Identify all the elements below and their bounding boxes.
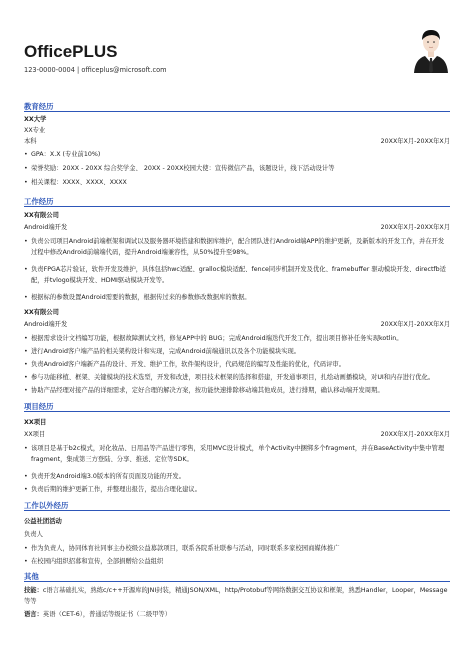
section-title-other: 其他 <box>24 572 39 581</box>
language-line <box>24 609 450 620</box>
job-dates: 20XX年X月-20XX年X月 <box>380 321 450 328</box>
section-divider <box>24 411 450 412</box>
language-label: 语言： <box>24 611 43 618</box>
job-row <box>24 319 450 330</box>
project-name: XX项目 <box>24 419 47 426</box>
list-item: • 该项目是基于b2c模式，对化妆品、日用品等产品进行零售，采用MVC设计模式，单个Activity中捆绑多个fragment，并在BaseActivity中集中管理fragment，集成第三方登陆、分享、推送、定位等SDK。 <box>24 445 445 463</box>
list-item: • 相关课程：XXXX、XXXX、XXXX <box>24 179 127 186</box>
language-text: 英语（CET-6），普通话等级证书（二级甲等） <box>42 611 172 618</box>
list-item: • 参与功能移植、框架、关键模块的技术选型，开发和改进，项目技术框架的选择和搭建，开发通事项目，扎绘动画播模块，对UI和内存进行优化。 <box>24 374 435 381</box>
list-item: • 协助产品经理对接产品的详细需求，定好合理的解决方案，按功能快速排除移动端其他成员，进行排期，确认移动端开发周期。 <box>24 387 384 394</box>
activity-role: 负责人 <box>24 531 43 538</box>
list-item: • 在校园内组织招募和宣传，全部捐赠给公益组织 <box>24 558 164 565</box>
project-subtitle: XX项目 <box>24 431 46 438</box>
candidate-name: OfficePLUS <box>24 42 118 61</box>
job-row <box>24 222 450 233</box>
section-title-campus: 工作以外经历 <box>24 501 69 510</box>
list-item: • 负责FPGA芯片验证，软件开发及维护，具体包括hwc适配、gralloc模块适配、fence同步机制开发及优化、framebuffer 驱动模块开发、directfb适配，并tvlogo模块开发、HDMI驱动模块开发等。 <box>24 266 446 284</box>
skills-line <box>24 585 450 607</box>
list-item: • 根据标的参数设置Android需要的数据，根据传过来的参数修改数据库的数据。 <box>24 294 251 301</box>
project-row <box>24 429 450 440</box>
section-divider <box>24 111 450 112</box>
section-title-education: 教育经历 <box>24 102 54 111</box>
list-item: • 负责后期的维护更新工作，并整理出报告，提出合理化建议。 <box>24 486 202 493</box>
list-item: • 作为负责人，协同体育社同事主办校级公益募款项目，联系各院系社联参与活动，同时联系多家校园商媒体推广 <box>24 545 340 552</box>
company-name: XX有限公司 <box>24 309 59 316</box>
section-divider <box>24 206 450 207</box>
education-dates: 20XX年X月-20XX年X月 <box>380 138 450 145</box>
project-dates: 20XX年X月-20XX年X月 <box>380 431 450 438</box>
list-item: • 负责公司项目Android前端框架和调试以及服务器环境搭建和数据库维护，配合团队进行Android端APP的维护更新，及新版本的开发工作，并在开发过程中修改Android前端端代码，提升Android端兼容性，从50%提升至98%。 <box>24 238 445 256</box>
degree: 本科 <box>24 138 37 145</box>
profile-photo <box>412 23 450 73</box>
job-role: Android端开发 <box>24 224 68 231</box>
list-item: • 进行Android客户端产品的相关架构设计和实现，完成Android前端通讯以及各个功能模块实现。 <box>24 348 301 355</box>
company-name: XX有限公司 <box>24 212 59 219</box>
major: XX专业 <box>24 127 46 134</box>
job-role: Android端开发 <box>24 321 68 328</box>
list-item: • 负责开发Android端3.0版本的所有页面及功能的开发。 <box>24 473 185 480</box>
list-item: • 负责Android客户端新产品的设计、开发、维护工作，软件架构设计，代码规范的编写及性能的优化，代码评审。 <box>24 361 346 368</box>
education-row <box>24 136 450 147</box>
section-title-project: 项目经历 <box>24 402 54 411</box>
skills-label: 技能： <box>24 587 43 594</box>
job-dates: 20XX年X月-20XX年X月 <box>380 224 450 231</box>
list-item: • GPA：X.X (专业前10%) <box>24 151 101 158</box>
section-title-work: 工作经历 <box>24 197 54 206</box>
school-name: XX大学 <box>24 116 47 123</box>
section-divider <box>24 510 450 511</box>
skills-text: c语言基础扎实，熟练c/c++开源库的JNI封装，精通JSON/XML，http/Protobuf等网络数据交互协议和框架，熟悉Handler，Looper，Message等等 <box>24 587 448 605</box>
list-item: • 荣誉奖励：20XX - 20XX 综合奖学金、 20XX - 20XX校园大使：宣传微信产品，该题设计，线下活动设计等 <box>24 165 335 172</box>
activity-name: 公益社团活动 <box>24 518 62 525</box>
list-item: • 根据需求设计文档编写功能，根据故障测试文档，修复APP中的 BUG；完成Android端迭代开发工作，提出项目修补任务实现kotlin。 <box>24 335 403 342</box>
section-divider <box>24 581 450 582</box>
contact-info: 123-0000-0004 | officeplus@microsoft.com <box>24 66 167 74</box>
